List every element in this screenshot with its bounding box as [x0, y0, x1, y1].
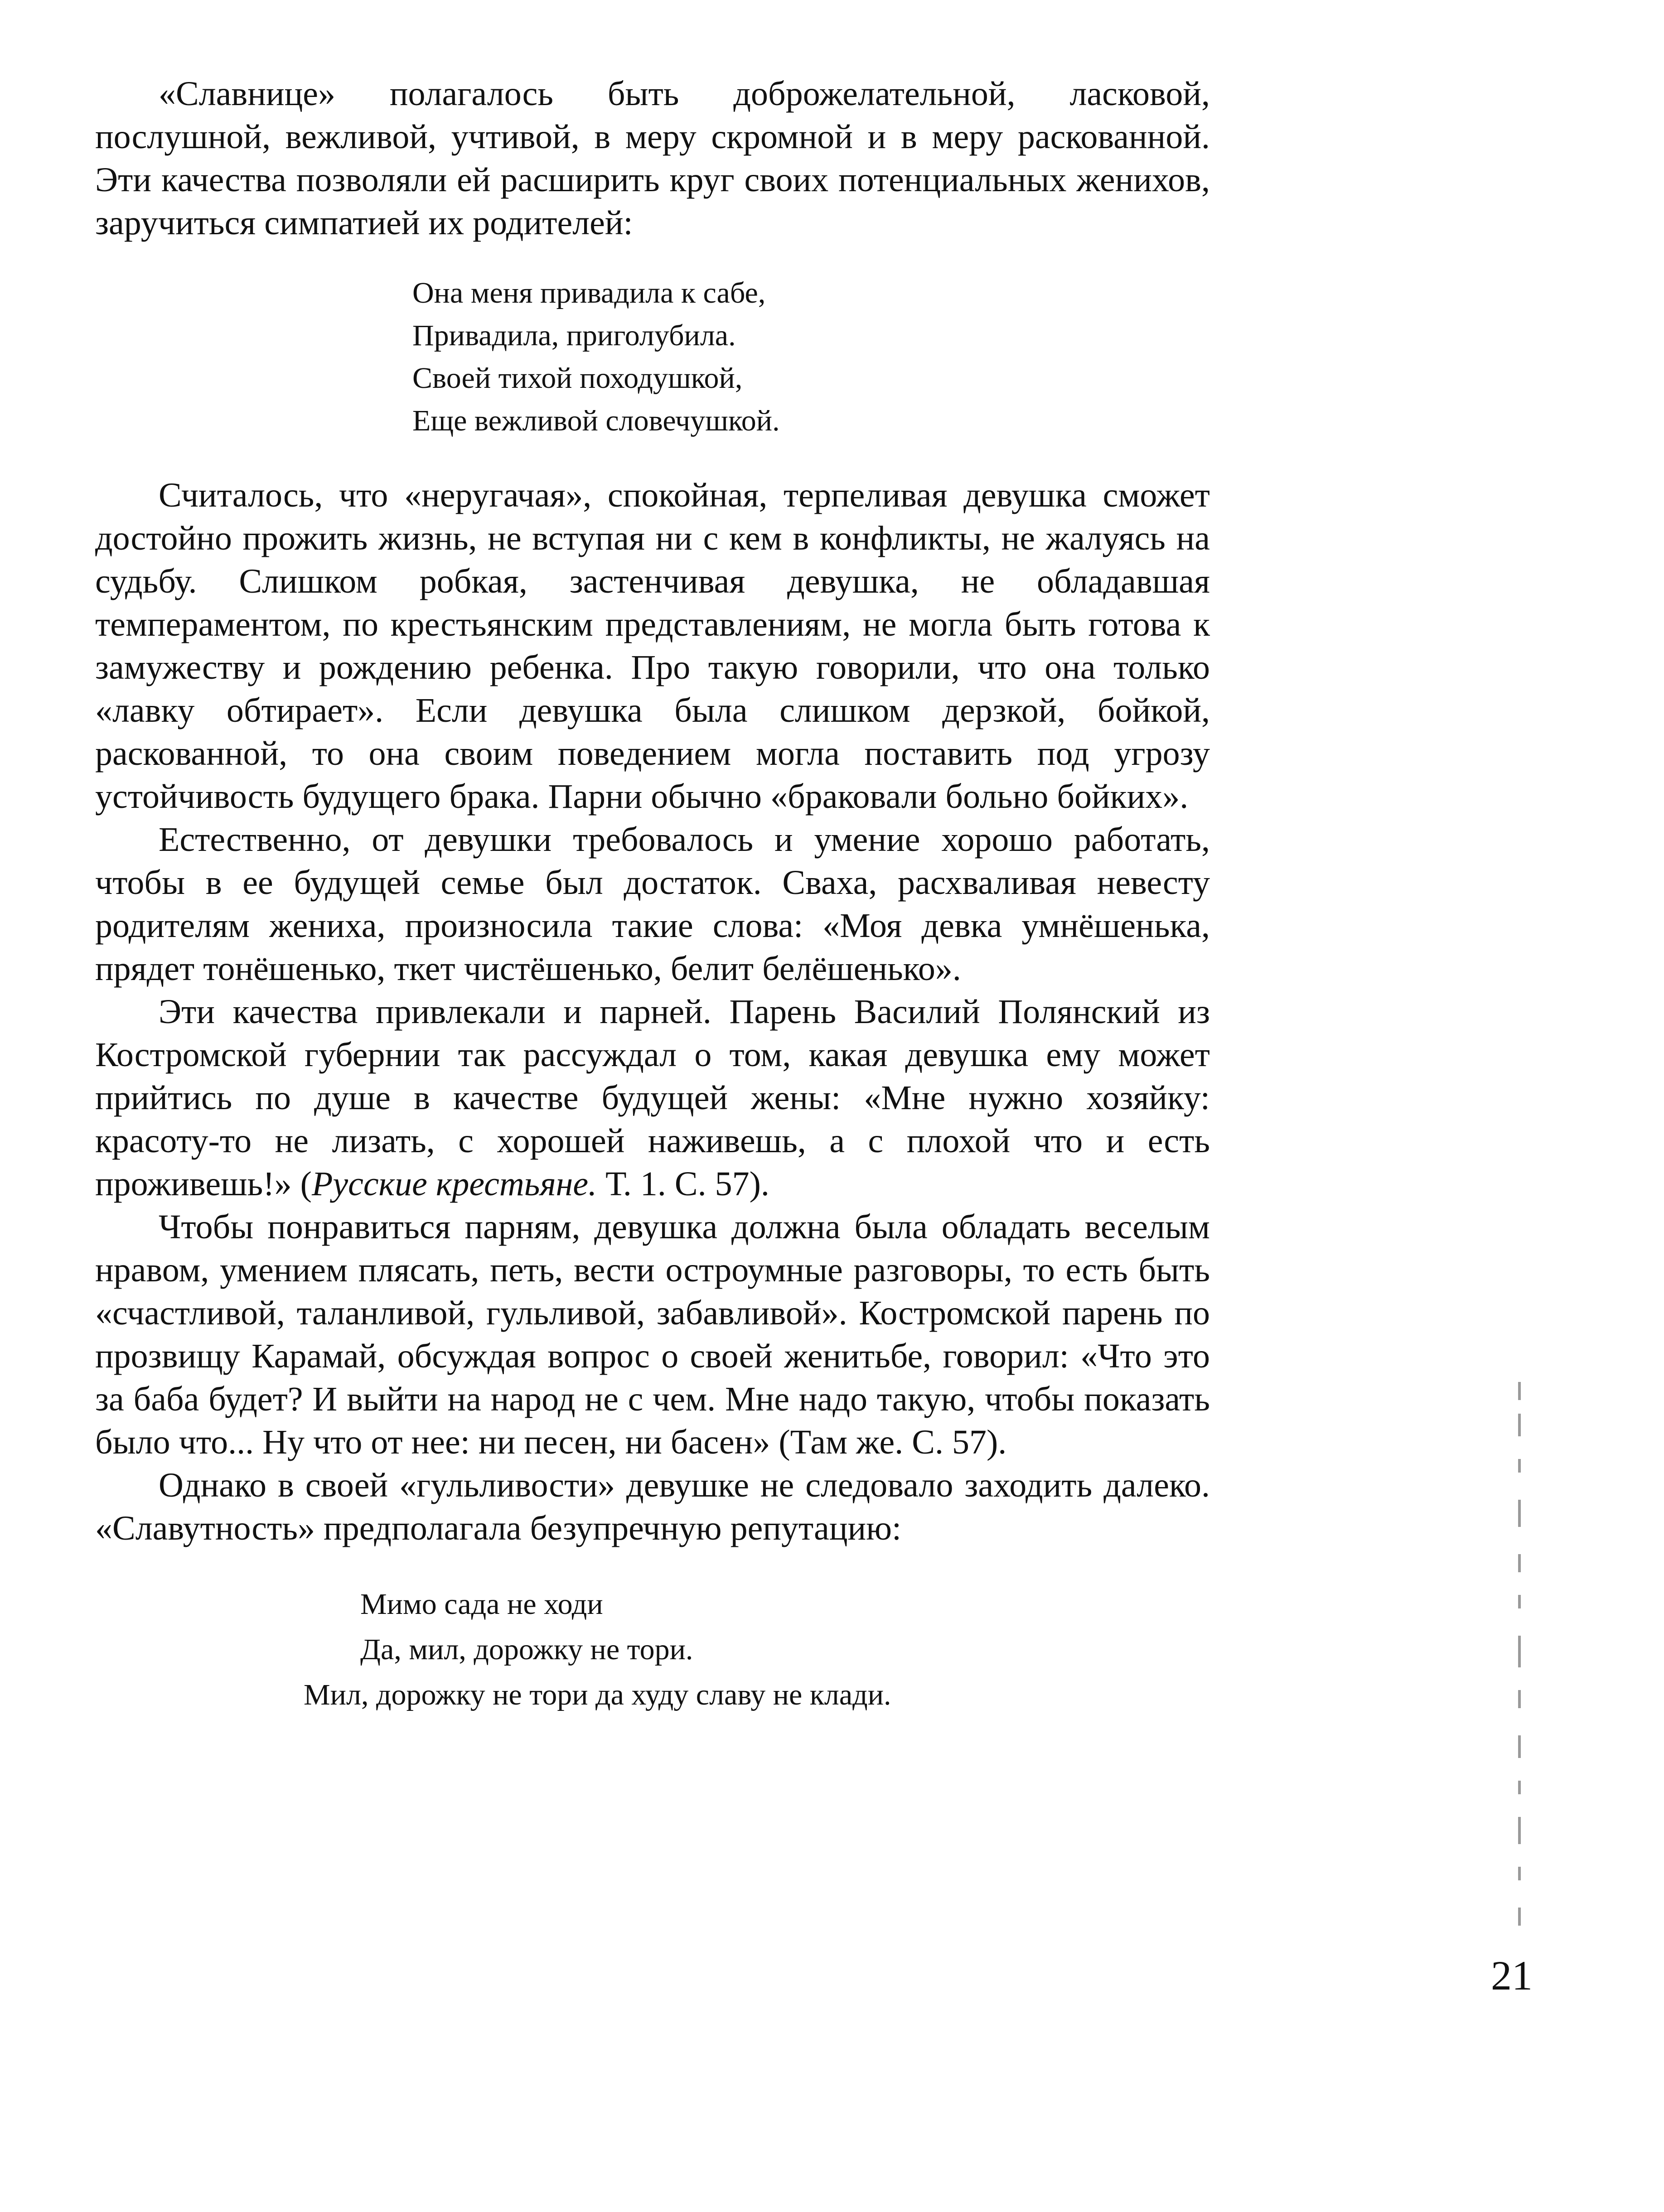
- citation-source: Русские крестьяне.: [311, 1165, 597, 1203]
- paragraph-2: Считалось, что «неругачая», спокойная, терпеливая девушка сможет достойно прожить жизнь, не вступая ни с кем в конфликты, не жалуясь на судьбу. Слишком робкая, застенчивая девушка, не обладавшая темпераментом, по крестьянским представлениям, не могла быть готова к замужеству и рождению ребенка. Про такую говорили, что она только «лавку обтирает». Если девушка была слишком дерзкой, бойкой, раскованной, то она своим поведением могла поставить под угрозу устойчивость будущего брака. Парни обычно «браковали больно бойких».: [95, 476, 1210, 816]
- paragraph-1: «Славнице» полагалось быть доброжелательной, ласковой, послушной, вежливой, учтивой, в меру скромной и в меру раскованной. Эти качества позволяли ей расширить круг своих потенциальных женихов, заручиться симпатией их родителей:: [95, 75, 1210, 242]
- verse-line: Мил, дорожку не тори да худу славу не клади.: [304, 1678, 891, 1711]
- verse-line: Привадила, приголубила.: [412, 319, 736, 352]
- paragraph-5: Чтобы понравиться парням, девушка должна была обладать веселым нравом, умением плясать, петь, вести остроумные разговоры, то есть быть «счастливой, таланливой, гульливой, забавливой». Костромской парень по прозвищу Карамай, обсуждая вопрос о своей женитьбе, говорил: «Что это за баба будет? И выйти на народ не с чем. Мне надо такую, чтобы показать было что... Ну что от нее: ни песен, ни басен» (Там же. С. 57).: [95, 1208, 1210, 1461]
- verse-line: Своей тихой походушкой,: [412, 362, 743, 395]
- verse-line: Еще вежливой словечушкой.: [412, 404, 780, 437]
- verse-line: Да, мил, дорожку не тори.: [360, 1633, 693, 1666]
- page-number: 21: [1491, 1952, 1533, 1999]
- citation-reference: Т. 1. С. 57).: [597, 1165, 769, 1203]
- paragraph-6: Однако в своей «гульливости» девушке не следовало заходить далеко. «Славутность» предполагала безупречную репутацию:: [95, 1466, 1210, 1547]
- paragraph-4: [95, 990, 1210, 1206]
- verse-quote-2: [95, 1582, 1210, 1718]
- paragraph-4-text: Эти качества привлекали и парней. Парень Василий Полянский из Костромской губернии так рассуждал о том, какая девушка ему может прийтись по душе в качестве будущей жены: «Мне нужно хозяйку: красоту-то не лизать, с хорошей наживешь, а с плохой что и есть проживешь!» (: [95, 993, 1210, 1203]
- verse-quote-1: [95, 272, 1210, 442]
- verse-line: Она меня привадила к сабе,: [412, 276, 766, 309]
- paragraph-3: Естественно, от девушки требовалось и умение хорошо работать, чтобы в ее будущей семье был достаток. Сваха, расхваливая невесту родителям жениха, произносила такие слова: «Моя девка умнёшенька, прядет тонёшенько, ткет чистёшенько, белит белёшенько».: [95, 821, 1210, 988]
- verse-line: Мимо сада не ходи: [360, 1588, 603, 1621]
- scan-margin-marks: [1514, 1382, 1527, 1939]
- text-block: [95, 72, 1210, 1718]
